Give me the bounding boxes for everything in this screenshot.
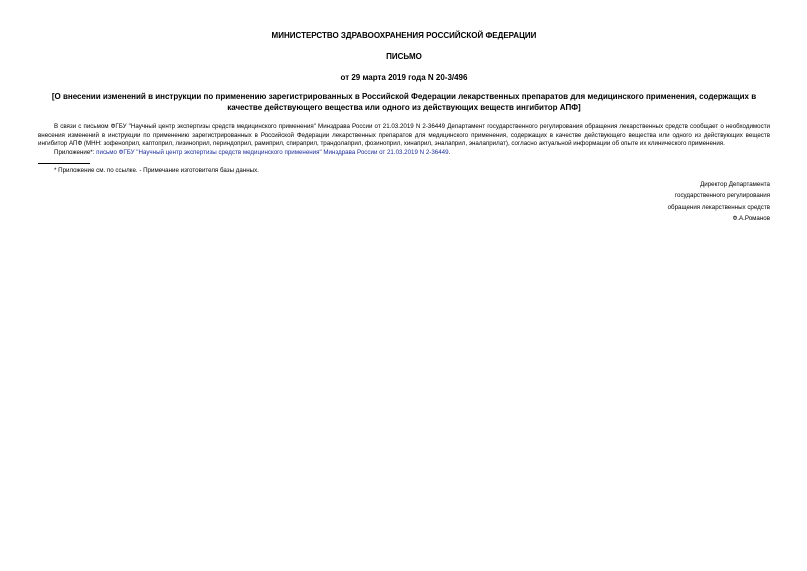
- document-subject: [О внесении изменений в инструкции по применению зарегистрированных в Российской Федерации лекарственных препаратов для медицинского применения, содержащих в качестве действующего вещества или одного из действующих веществ ингибитор АПФ]: [51, 92, 757, 112]
- attachment-end: .: [448, 148, 451, 156]
- attachment-paragraph: [38, 149, 770, 158]
- signature-position-line-2: государственного регулирования: [674, 192, 770, 200]
- footnote-divider: [38, 163, 90, 164]
- signature-block: [38, 179, 770, 225]
- document-date-number: от 29 марта 2019 года N 20-3/496: [340, 73, 468, 82]
- attachment-link[interactable]: письмо ФГБУ "Научный центр экспертизы средств медицинского применения" Минздрава России от 21.03.2019 N 2-36449: [96, 148, 449, 156]
- attachment-label: Приложение*:: [54, 148, 97, 156]
- ministry-heading: МИНИСТЕРСТВО ЗДРАВООХРАНЕНИЯ РОССИЙСКОЙ ФЕДЕРАЦИИ: [271, 31, 537, 40]
- signature-position-line-1: Директор Департамента: [700, 180, 770, 188]
- document-page: [38, 30, 770, 225]
- document-type: ПИСЬМО: [386, 52, 422, 61]
- footnote: * Приложение см. по ссылке. - Примечание изготовителя базы данных.: [54, 167, 259, 175]
- main-paragraph: В связи с письмом ФГБУ "Научный центр экспертизы средств медицинского применения" Минздрава России от 21.03.2019 N 2-36449 Департамент государственного регулирования обращения лекарственных средств сообщает о необходимости внесения изменений в инструкции по применению зарегистрированных в Российской Федерации лекарственных препаратов для медицинского применения, содержащих в качестве действующего вещества или одного из действующих веществ ингибитор АПФ (МНН: зофеноприл, каптоприл, лизиноприл, периндоприл, рамиприл, спираприл, трандолаприл, фозиноприл, хинаприл, эналаприл, эналаприлат), согласно актуальной информации об опыте их клинического применения.: [38, 123, 770, 148]
- signature-name: Ф.А.Романов: [732, 215, 770, 223]
- signature-position-line-3: обращения лекарственных средств: [667, 203, 770, 211]
